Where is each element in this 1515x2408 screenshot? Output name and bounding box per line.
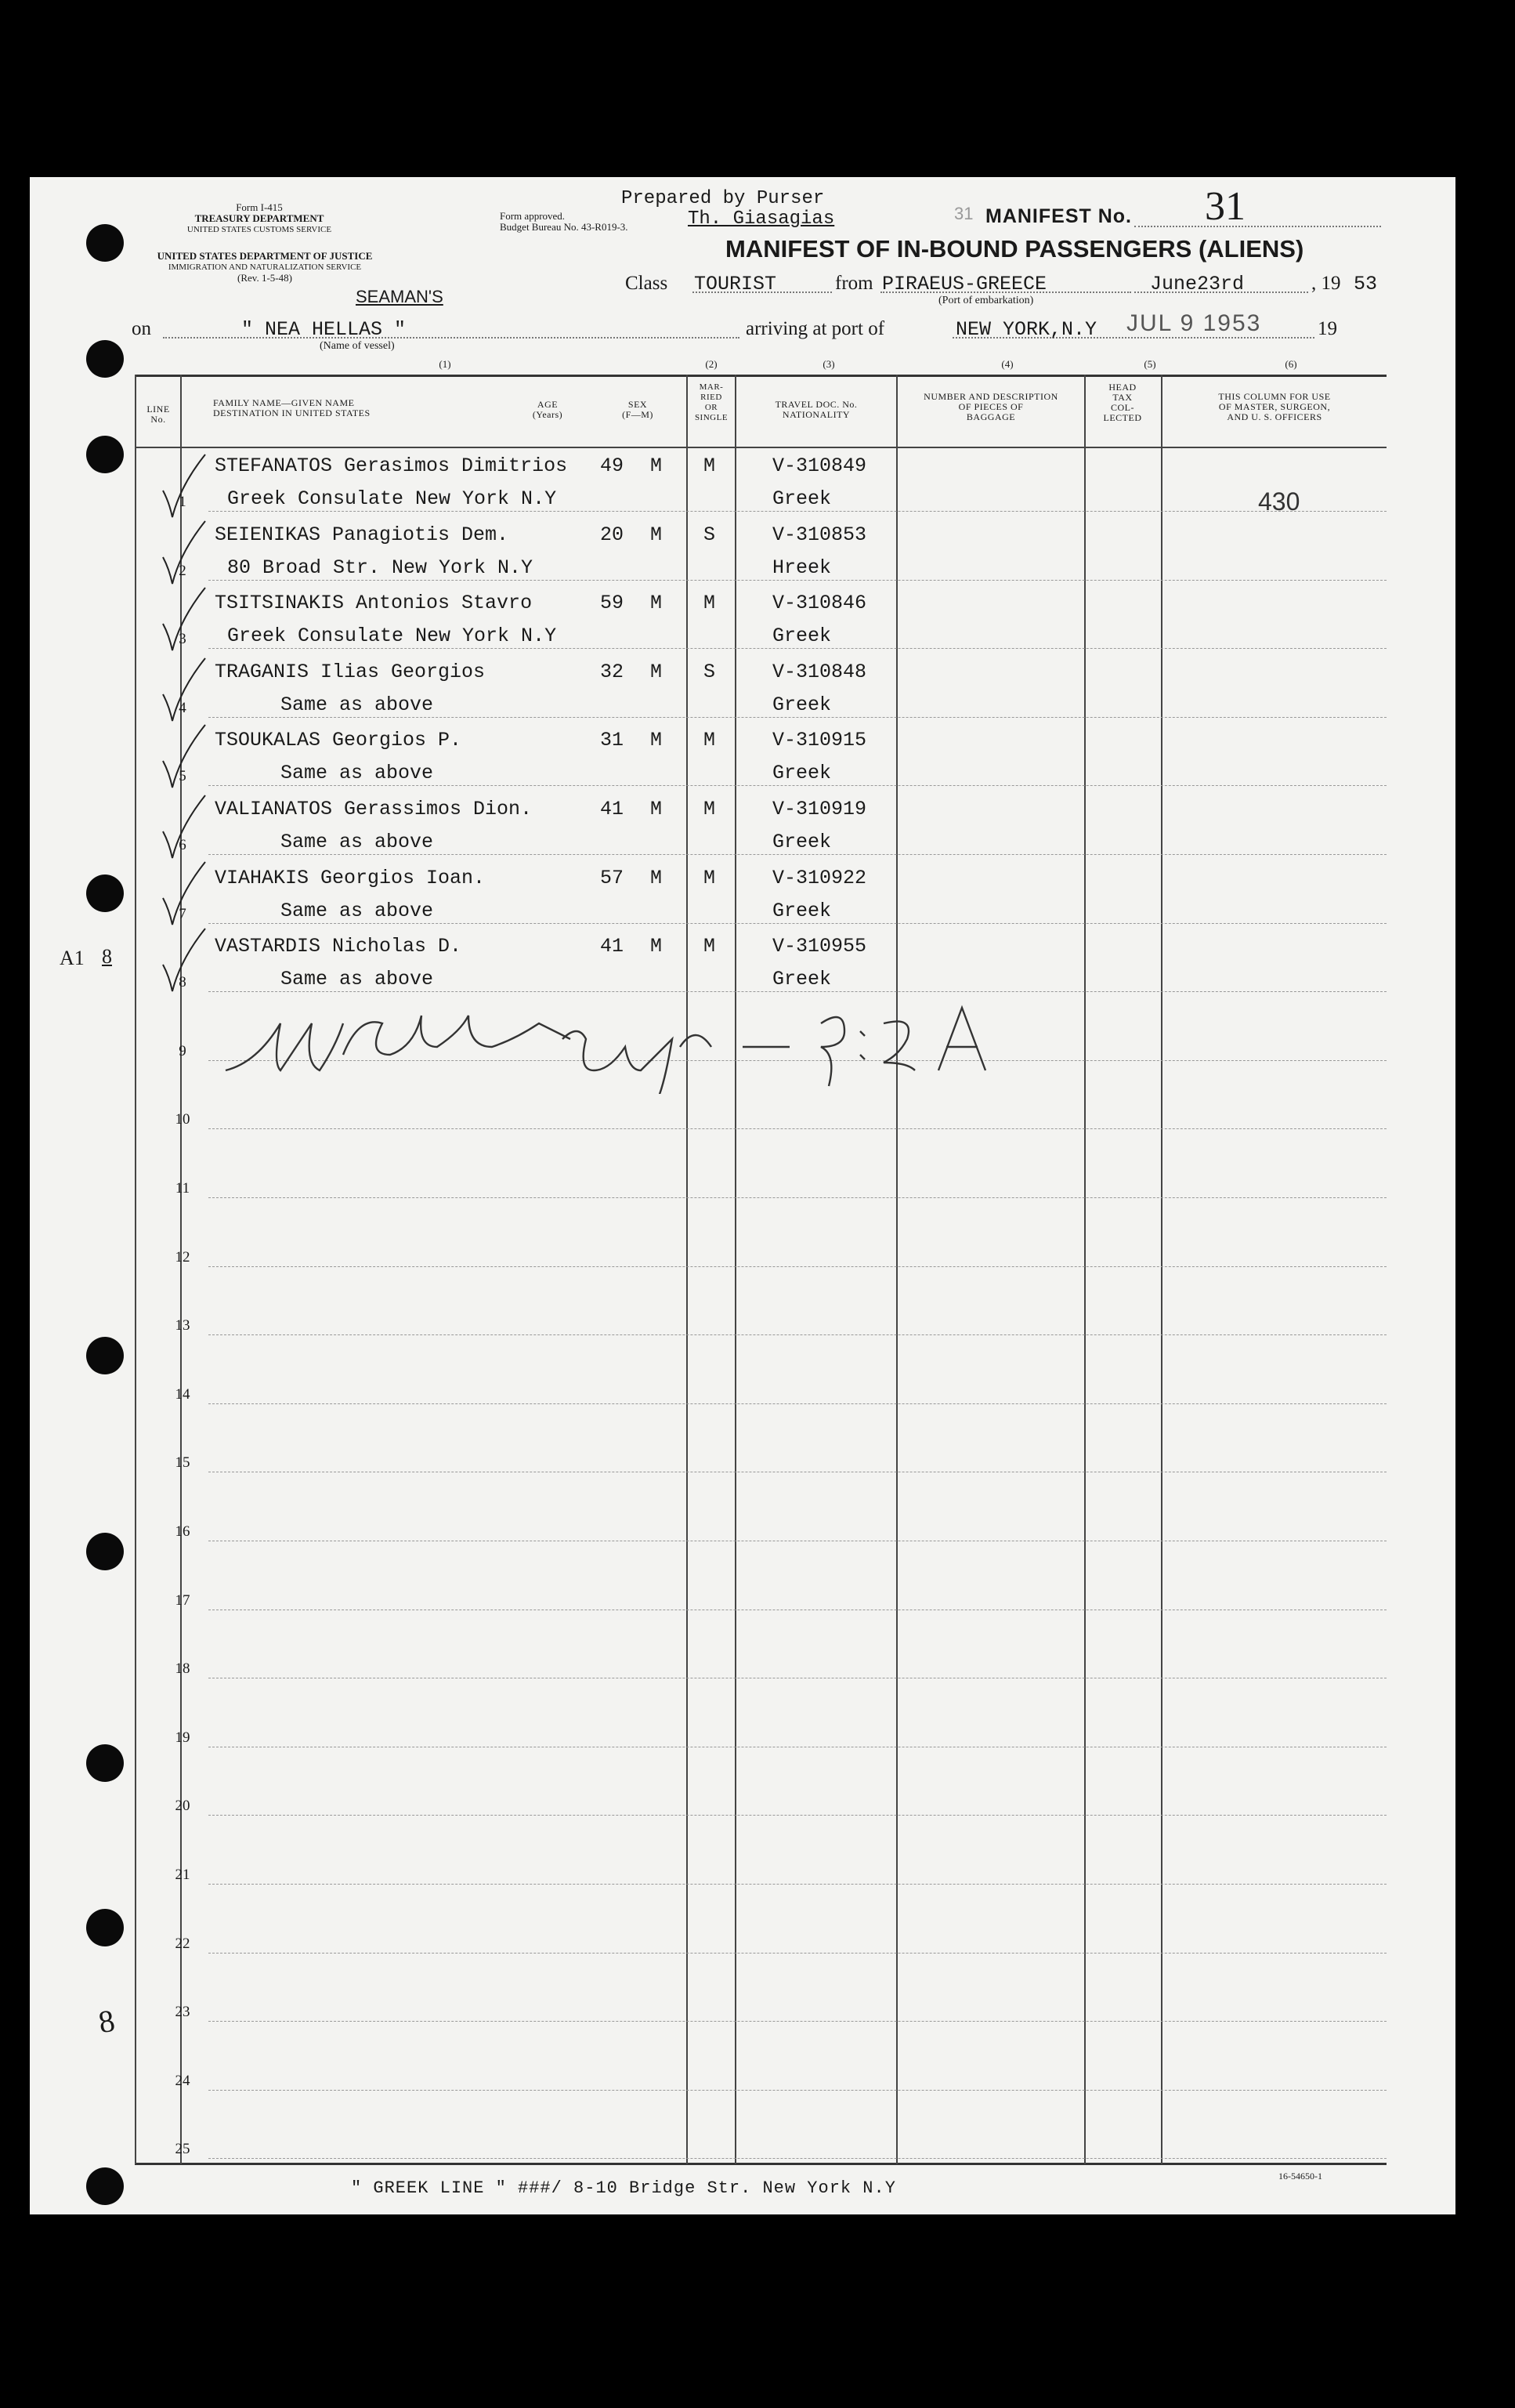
line-number: 23 [175,2004,190,2021]
passenger-travel-doc: V-310849 [772,454,867,477]
row-rule [208,1128,1387,1129]
line-number: 7 [179,905,186,922]
col-number-1: (1) [439,358,451,370]
passenger-age: 59 [600,592,624,615]
passenger-sex: M [650,866,663,889]
passenger-name: VASTARDIS Nicholas D. [215,935,462,958]
passenger-age: 57 [600,866,624,889]
line-number: 6 [179,837,186,853]
line-number: 10 [175,1111,190,1128]
punch-hole [86,340,124,378]
line-number: 13 [175,1317,190,1334]
from-label: from [835,273,873,294]
passenger-nationality: Greek [772,487,832,510]
passenger-nationality: Greek [772,899,832,922]
punch-hole [86,1533,124,1570]
dept-customs: UNITED STATES CUSTOMS SERVICE [186,225,332,234]
dept-justice: UNITED STATES DEPARTMENT OF JUSTICE [157,250,373,262]
passenger-destination: Greek Consulate New York N.Y [227,487,557,510]
passenger-nationality: Greek [772,693,832,716]
hdr-sex: SEX (F—M) [622,399,653,420]
passenger-marital-status: S [703,523,716,546]
hdr-married: MAR- RIED OR SINGLE [694,382,729,422]
row-rule [208,2021,1387,2022]
line-number: 18 [175,1660,190,1678]
passenger-name: SEIENIKAS Panagiotis Dem. [215,523,509,546]
line-number: 16 [175,1523,190,1540]
col-number-3: (3) [823,358,835,370]
hdr-baggage: NUMBER AND DESCRIPTION OF PIECES OF BAGGAGE [924,391,1058,422]
passenger-sex: M [650,935,663,958]
officer-note: 430 [1258,487,1300,516]
passenger-marital-status: M [703,935,716,958]
table-bottom-border [135,2163,1387,2165]
passenger-travel-doc: V-310922 [772,866,867,889]
arrival-date-stamp: JUL 9 1953 [1126,310,1262,336]
passenger-nationality: Greek [772,762,832,785]
marginal-a1: A1 [60,947,85,969]
year-prefix: , 19 [1311,273,1341,294]
seamans-label: SEAMAN'S [356,287,443,306]
passenger-nationality: Greek [772,625,832,648]
marginal-left-note: 8 [96,2002,118,2040]
hdr-officers: THIS COLUMN FOR USE OF MASTER, SURGEON, AND U. S. OFFICERS [1218,391,1331,422]
row-rule [208,1403,1387,1404]
inspector-signature [210,1000,1126,1094]
port-embarkation-caption: (Port of embarkation) [938,295,1034,306]
hdr-age: AGE (Years) [532,399,563,420]
dept-treasury: TREASURY DEPARTMENT [194,212,324,224]
passenger-nationality: Greek [772,831,832,853]
prepared-by: Prepared by Purser [621,188,825,209]
check-marks [139,444,265,1008]
faint-stamp: 31 [954,204,974,223]
passenger-name: TSOUKALAS Georgios P. [215,729,462,752]
passenger-age: 41 [600,798,624,820]
line-number: 24 [175,2072,190,2089]
line-number: 12 [175,1248,190,1266]
form-approved: Form approved. [500,210,566,222]
table-top-border [135,375,1387,377]
hdr-line-no: LINE No. [146,404,170,425]
punch-hole [86,1337,124,1374]
row-rule [208,1953,1387,1954]
passenger-marital-status: M [703,454,716,477]
year-value: 53 [1354,273,1378,295]
vessel-caption: (Name of vessel) [320,340,395,352]
class-value: TOURIST [694,273,777,295]
punch-hole [86,224,124,262]
vessel-name: " NEA HELLAS " [241,318,407,341]
passenger-sex: M [650,523,663,546]
passenger-travel-doc: V-310848 [772,660,867,683]
row-rule [208,1884,1387,1885]
passenger-sex: M [650,454,663,477]
passenger-age: 41 [600,935,624,958]
line-number: 5 [179,768,186,785]
passenger-age: 20 [600,523,624,546]
line-number: 1 [179,494,186,510]
passenger-marital-status: M [703,798,716,820]
line-number: 15 [175,1454,190,1472]
passenger-travel-doc: V-310915 [772,729,867,752]
line-number: 11 [175,1180,190,1197]
passenger-destination: 80 Broad Str. New York N.Y [227,556,533,579]
passenger-sex: M [650,660,663,683]
passenger-nationality: Greek [772,968,832,991]
hdr-head-tax: HEAD TAX COL- LECTED [1103,382,1142,423]
passenger-name: STEFANATOS Gerasimos Dimitrios [215,454,568,477]
line-number: 21 [175,1867,190,1883]
line-number: 9 [179,1042,186,1059]
form-number: Form I-415 [236,201,283,213]
from-value: PIRAEUS-GREECE [882,273,1047,295]
manifest-no-label: MANIFEST No. [985,205,1132,227]
passenger-travel-doc: V-310853 [772,523,867,546]
row-rule [208,2158,1387,2159]
passenger-destination: Greek Consulate New York N.Y [227,625,557,648]
form-code: 16-54650-1 [1278,2171,1322,2182]
manifest-page [30,177,1455,2214]
passenger-sex: M [650,729,663,752]
line-number: 8 [179,974,186,991]
line-number: 22 [175,1935,190,1952]
passenger-marital-status: M [703,592,716,615]
arriving-label: arriving at port of [746,318,885,339]
passenger-marital-status: M [703,729,716,752]
manifest-title: MANIFEST OF IN-BOUND PASSENGERS (ALIENS) [725,235,1304,263]
punch-hole [86,1744,124,1782]
class-label: Class [625,273,668,294]
line-number: 3 [179,631,186,648]
purser-name: Th. Giasagias [688,208,835,230]
passenger-destination: Same as above [280,762,434,785]
row-rule [208,2090,1387,2091]
line-number: 14 [175,1385,190,1403]
marginal-8: 8 [102,945,112,968]
row-rule [208,1197,1387,1198]
passenger-sex: M [650,798,663,820]
passenger-age: 31 [600,729,624,752]
line-number: 4 [179,699,186,716]
hdr-travel-doc: TRAVEL DOC. No. NATIONALITY [775,399,858,420]
date-value: June23rd [1150,273,1245,295]
passenger-marital-status: M [703,866,716,889]
passenger-name: VALIANATOS Gerassimos Dion. [215,798,533,820]
col-number-5: (5) [1144,358,1156,370]
punch-hole [86,1909,124,1946]
year-suffix: 19 [1318,318,1337,339]
passenger-travel-doc: V-310846 [772,592,867,615]
budget-bureau: Budget Bureau No. 43-R019-3. [500,221,628,233]
line-number: 17 [175,1591,190,1609]
col-number-2: (2) [705,358,718,370]
passenger-nationality: Hreek [772,556,832,579]
passenger-name: TSITSINAKIS Antonios Stavro [215,592,533,615]
passenger-destination: Same as above [280,693,434,716]
passenger-sex: M [650,592,663,615]
col-number-6: (6) [1285,358,1297,370]
passenger-travel-doc: V-310919 [772,798,867,820]
arriving-port: NEW YORK,N.Y [956,318,1097,341]
col-number-4: (4) [1001,358,1014,370]
row-rule [208,1334,1387,1335]
line-number: 25 [175,2141,190,2158]
line-number: 20 [175,1798,190,1815]
passenger-age: 49 [600,454,624,477]
line-number: 2 [179,562,186,579]
passenger-destination: Same as above [280,968,434,991]
row-rule [208,1266,1387,1267]
passenger-name: VIAHAKIS Georgios Ioan. [215,866,486,889]
passenger-name: TRAGANIS Ilias Georgios [215,660,486,683]
dept-immigration: IMMIGRATION AND NATURALIZATION SERVICE [168,263,362,272]
hdr-family-name: FAMILY NAME—GIVEN NAME DESTINATION IN UNITED STATES [213,397,371,418]
table-header-border [135,447,1387,448]
passenger-destination: Same as above [280,831,434,853]
passenger-marital-status: S [703,660,716,683]
punch-hole [86,2167,124,2205]
line-number: 19 [175,1729,190,1746]
footer-greek-line: " GREEK LINE " ###/ 8-10 Bridge Str. New York N.Y [351,2178,896,2198]
revision: (Rev. 1-5-48) [237,272,292,284]
row-rule [208,1815,1387,1816]
passenger-travel-doc: V-310955 [772,935,867,958]
on-label: on [132,318,151,339]
passenger-age: 32 [600,660,624,683]
manifest-number: 31 [1205,184,1246,229]
passenger-destination: Same as above [280,899,434,922]
